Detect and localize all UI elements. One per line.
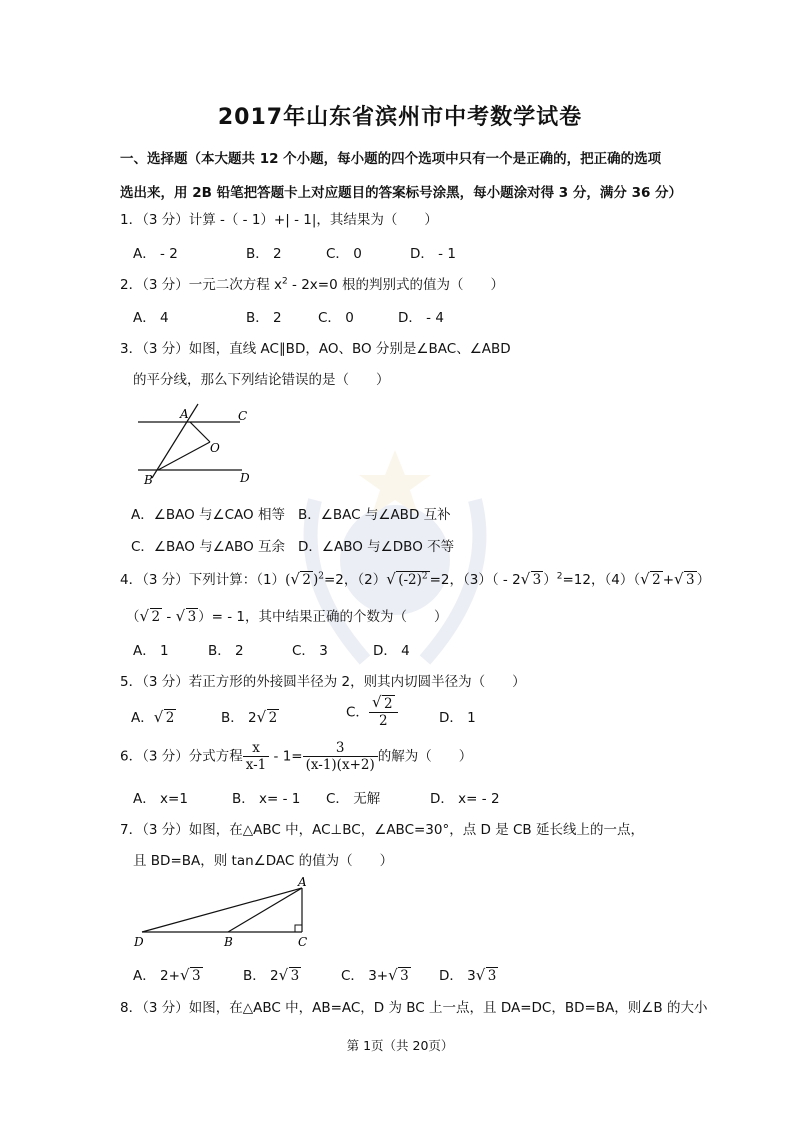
question-7-stem-line1: 7．（3 分）如图，在△ABC 中，AC⊥BC，∠ABC=30°，点 D 是 CB 延长线上的一点， xyxy=(120,822,644,838)
q2-option-a: A． 4 xyxy=(133,310,169,326)
question-2-stem xyxy=(120,273,504,293)
q7-label-a: A xyxy=(298,875,307,889)
q1-option-c: C． 0 xyxy=(326,246,362,262)
q4-expr-4a: √ 2 xyxy=(640,570,661,588)
question-3-stem-line1: 3．（3 分）如图，直线 AC∥BD，AO、BO 分别是∠BAC、∠ABD xyxy=(120,341,511,357)
q3-label-a: A xyxy=(180,407,189,421)
q3-option-a: A．∠BAO 与∠CAO 相等 xyxy=(131,507,285,523)
q2-option-d: D． - 4 xyxy=(398,310,444,326)
q3-segment-ao xyxy=(190,422,210,442)
exam-title: 2017年山东省滨州市中考数学试卷 xyxy=(217,105,583,130)
q3-label-o: O xyxy=(210,441,220,455)
q6-fraction-1: $\frac{x}{x-1}$ xyxy=(243,740,270,773)
q4-expr-1: ( √ 2 )$^2$ xyxy=(285,570,324,588)
q7-segment-da xyxy=(142,888,302,932)
q5-option-d: D． 1 xyxy=(439,710,476,726)
q2-stem-start: 2．（3 分）一元二次方程 x xyxy=(120,277,282,293)
q4-expr-5b: √ 3 xyxy=(175,607,197,625)
q3-option-d: D．∠ABO 与∠DBO 不等 xyxy=(298,539,455,555)
q4-option-d: D． 4 xyxy=(373,643,410,659)
section-heading xyxy=(120,142,690,210)
q6-option-a: A． x=1 xyxy=(133,791,188,807)
question-4-stem-line1: 4．（3 分）下列计算：（1）( √ 2 )$^2$=2，（2） √ $(-2)^2 =2$，（3）（ - 2 √ 3 ）$^2$=12，（4）（ √ 2 + √ 3 ） xyxy=(120,569,711,588)
question-5-stem: 5．（3 分）若正方形的外接圆半径为 2，则其内切圆半径为（ ） xyxy=(120,674,526,690)
q4-expr-5a: √ 2 xyxy=(139,607,161,625)
q5-option-b: B． 2 √ 2 xyxy=(221,708,278,726)
q4-option-a: A． 1 xyxy=(133,643,169,659)
q6-option-c: C． 无解 xyxy=(326,791,381,807)
q7-option-a: A． 2+ √ 3 xyxy=(133,966,201,984)
question-7-stem-line2: 且 BD=BA，则 tan∠DAC 的值为（ ） xyxy=(133,853,394,869)
q3-label-d: D xyxy=(240,471,250,485)
question-1-stem: 1．（3 分）计算 -（ - 1）+| - 1|，其结果为（ ） xyxy=(120,212,438,228)
q4-option-c: C． 3 xyxy=(292,643,328,659)
q4-option-b: B． 2 xyxy=(208,643,244,659)
q1-option-a: A． - 2 xyxy=(133,246,178,262)
q4-expr-3: √ 3 xyxy=(520,570,542,588)
q6-option-d: D． x= - 2 xyxy=(430,791,500,807)
q3-figure xyxy=(130,398,270,488)
q5-option-a: A． √ 2 xyxy=(131,708,175,726)
q7-label-c: C xyxy=(298,935,308,949)
q2-option-c: C． 0 xyxy=(318,310,354,326)
q2-option-b: B． 2 xyxy=(246,310,282,326)
q1-option-d: D． - 1 xyxy=(410,246,456,262)
q3-transversal xyxy=(152,404,198,478)
question-3-stem-line2: 的平分线，那么下列结论错误的是（ ） xyxy=(133,372,390,388)
page-footer: 第 1页（共 20页） xyxy=(346,1038,454,1053)
sqrt-icon: √ 2 xyxy=(290,570,311,588)
q7-option-c: C． 3+ √ 3 xyxy=(341,966,409,984)
q3-option-c: C．∠BAO 与∠ABO 互余 xyxy=(131,539,285,555)
q3-option-b: B．∠BAC 与∠ABD 互补 xyxy=(298,507,451,523)
q3-label-b: B xyxy=(144,473,153,487)
q4-text-4: =12，（4）（ xyxy=(562,572,641,588)
q7-label-d: D xyxy=(134,935,144,949)
question-8-stem: 8．（3 分）如图，在△ABC 中，AB=AC，D 为 BC 上一点，且 DA=DC，BD=BA，则∠B 的大小 xyxy=(120,1000,708,1016)
q5-option-c: C． √ 2 2 xyxy=(346,696,398,729)
q7-segment-ba xyxy=(228,888,302,932)
q7-option-d: D． 3 √ 3 xyxy=(439,966,497,984)
q3-label-c: C xyxy=(238,409,248,423)
q2-stem-end: - 2x=0 根的判别式的值为（ ） xyxy=(287,277,504,293)
q2-exponent: 2 xyxy=(282,276,288,287)
question-6-stem: 6．（3 分）分式方程 $\frac{x}{x-1}$ - 1= $\frac{3}{(x-1)(x+2)}$ 的解为（ ） xyxy=(120,740,473,773)
question-4-stem-line2: （ √ 2 - √ 3 ）= - 1，其中结果正确的个数为（ ） xyxy=(126,607,448,625)
q6-fraction-2: $\frac{3}{(x-1)(x+2)}$ xyxy=(303,740,378,773)
q4-text-2: =2，（2） xyxy=(323,572,387,588)
q4-expr-4b: √ 3 xyxy=(674,570,695,588)
q1-option-b: B． 2 xyxy=(246,246,282,262)
right-angle-icon xyxy=(295,925,302,932)
section-heading-line2: 选出来，用 2B 铅笔把答题卡上对应题目的答案标号涂黑，每小题涂对得 3 分，满分 36 分） xyxy=(120,185,683,201)
q7-option-b: B． 2 √ 3 xyxy=(243,966,300,984)
q4-text-3: =2，（3）（ - 2 xyxy=(429,572,521,588)
q7-figure xyxy=(130,874,320,952)
q4-text-1: 4．（3 分）下列计算：（1） xyxy=(120,572,286,588)
section-heading-line1: 一、选择题（本大题共 12 个小题，每小题的四个选项中只有一个是正确的，把正确的选项 xyxy=(120,151,662,167)
q4-expr-2: √ $(-2)^2$ xyxy=(386,569,428,588)
q6-option-b: B． x= - 1 xyxy=(232,791,301,807)
q7-label-b: B xyxy=(224,935,233,949)
